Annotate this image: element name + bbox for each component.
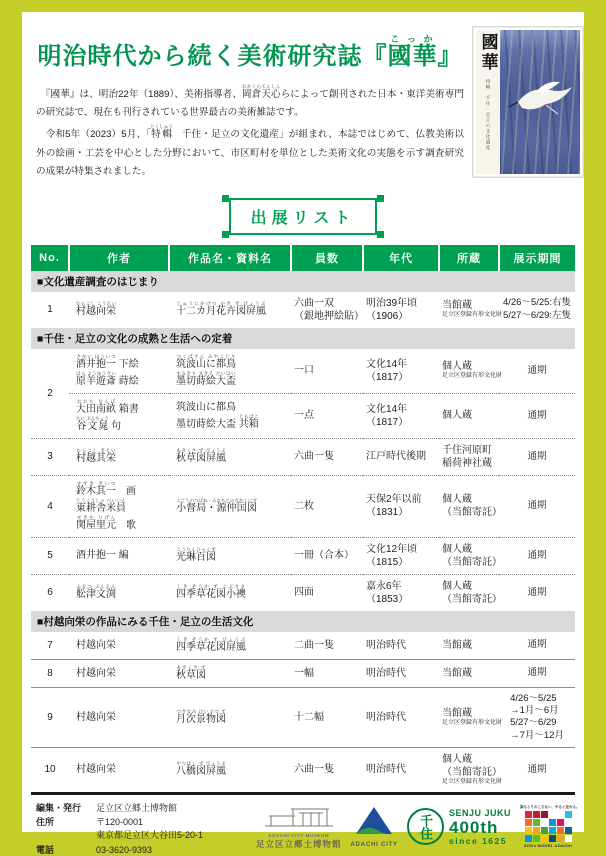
intro-text — [36, 84, 464, 182]
intro-paragraph-1: 『國華』は、明治22年（1889）、美術指導者、岡倉天心おかくらてんしんらによって創刊された日本・東洋美術専門の研究誌で、現在も刊行されている世界最古の美術雑誌です。 — [36, 83, 464, 118]
egret-bird-icon — [506, 78, 576, 122]
sdgs-square — [565, 819, 572, 826]
table-row — [31, 292, 575, 328]
cell-owner: 個人蔵 （当館寄託） — [439, 537, 499, 574]
sdgs-square — [549, 819, 556, 826]
address-value — [96, 816, 203, 841]
cell-period: 通期 — [499, 438, 575, 475]
badge-corner-icon — [222, 195, 229, 202]
cell-count: 四面 — [291, 574, 363, 611]
cell-count: 一冊（合本） — [291, 537, 363, 574]
page-title: 明治時代から続く美術研究誌『國華こっか』 — [37, 34, 463, 70]
cell-no: 1 — [47, 304, 53, 316]
cell-era: 明治時代 — [363, 748, 439, 794]
column-header-work: 作品名・資料名 — [169, 245, 291, 271]
cell-work: 筑波山に都鳥つくばさん みやこどり 墨切蒔絵大盃すみきり まきえ たいはい — [176, 353, 236, 387]
column-header-author: 作者 — [69, 245, 169, 271]
table-row — [31, 687, 575, 747]
cell-owner: 個人蔵 足立区登録有形文化財 — [442, 361, 503, 380]
cell-author: 鈴木其一すずき きいつ 画 東耕舎米員とうこうしゃ べいいん 関屋里元せきや りげん 歌 — [69, 475, 169, 537]
senju-line1: SENJU JUKU — [448, 807, 511, 818]
sdgs-square — [541, 819, 548, 826]
cell-owner: 個人蔵 （当館寄託） 足立区登録有形文化財 — [439, 748, 499, 794]
sdgs-square — [541, 811, 548, 818]
cover-title: 國華 — [478, 33, 498, 73]
cell-author: 酒井抱一 編 — [69, 537, 169, 574]
cell-era: 明治時代 — [363, 659, 439, 687]
badge-corner-icon — [222, 231, 229, 238]
sdgs-square — [557, 811, 564, 818]
postal-code: 〒120-0001 — [96, 817, 144, 828]
cell-period: 通期 — [499, 475, 575, 537]
cell-period: 通期 — [499, 748, 575, 794]
table-row — [31, 393, 575, 438]
badge-label: 出展リスト — [250, 209, 356, 227]
cell-count: 二枚 — [291, 475, 363, 537]
cell-no: 7 — [47, 639, 53, 651]
cover-artwork — [500, 30, 580, 174]
exhibit-table-body — [31, 271, 575, 794]
cell-no: 3 — [31, 438, 69, 475]
cell-era: 文化14年 （1817） — [366, 358, 409, 383]
cell-work: 八橋図屏風やつはし ず びょうぶ — [169, 748, 291, 794]
sdgs-square — [565, 811, 572, 818]
cell-work: 四季草花図小襖しき そうか ず こぶすま — [169, 574, 291, 611]
table-row — [31, 659, 575, 687]
exhibit-list-badge — [229, 198, 378, 235]
cell-no: 9 — [31, 687, 69, 747]
adachi-city-logo — [351, 806, 398, 848]
sdgs-square — [533, 827, 540, 834]
cell-owner: 個人蔵 （当館寄託） — [439, 574, 499, 611]
cell-count: 六曲一双 （銀地押絵貼） — [294, 297, 364, 322]
page-frame — [22, 12, 584, 855]
cell-author: 村越向栄むらこし こうえい — [76, 301, 116, 318]
cell-work: 筑波山に都鳥 墨切蒔絵大盃 共箱ともばこ — [169, 393, 291, 438]
sdgs-square — [533, 819, 540, 826]
exhibit-table-wrap — [31, 245, 575, 795]
cell-owner: 当館蔵 — [439, 659, 499, 687]
sdgs-square — [565, 827, 572, 834]
address-label: 住所 — [36, 817, 55, 828]
cell-period: 4/26～5/25:右隻 5/27～6/29:左隻 — [502, 297, 572, 321]
cell-count: 一口 — [294, 365, 314, 377]
column-header-era: 年代 — [363, 245, 439, 271]
cell-owner: 当館蔵 — [442, 639, 472, 651]
publisher-label: 編集・発行 — [36, 802, 82, 813]
cell-owner: 当館蔵 足立区登録有形文化財 — [442, 300, 503, 319]
sdgs-square — [549, 811, 556, 818]
cover-title-strip — [476, 30, 500, 174]
cell-era: 明治39年頃 （1906） — [366, 297, 418, 322]
table-header-row — [31, 245, 575, 271]
sdgs-square — [541, 835, 548, 842]
table-section-header: ■村越向栄の作品にみる千住・足立の生活文化 — [31, 611, 575, 632]
tel-value: 03-3620-9393 — [96, 844, 153, 855]
publisher-info — [36, 802, 203, 856]
sdgs-square — [557, 835, 564, 842]
table-row — [31, 438, 575, 475]
cell-era: 嘉永6年 （1853） — [363, 574, 439, 611]
table-row — [31, 475, 575, 537]
museum-building-icon — [263, 804, 335, 828]
sdgs-square — [525, 835, 532, 842]
table-row — [31, 632, 575, 660]
cell-era: 文化12年頃 （1815） — [363, 537, 439, 574]
table-row — [31, 748, 575, 794]
cell-count: 六曲一隻 — [291, 438, 363, 475]
table-section-header: ■文化遺産調査のはじまり — [31, 271, 575, 292]
senju-line2: 400th — [448, 817, 499, 837]
badge-corner-icon — [377, 195, 384, 202]
column-header-count: 員数 — [291, 245, 363, 271]
senju-seal-text: 千住 — [417, 813, 433, 840]
column-header-period: 展示期間 — [499, 245, 575, 271]
sdgs-grid-icon — [520, 811, 576, 842]
cell-period: 通期 — [499, 393, 575, 438]
sdgs-logo — [520, 805, 580, 849]
cell-author: 村越向栄 — [76, 639, 116, 651]
cell-no: 4 — [31, 475, 69, 537]
cell-no: 6 — [31, 574, 69, 611]
cell-owner: 個人蔵 （当館寄託） — [439, 475, 499, 537]
cell-era: 天保2年以前 （1831） — [363, 475, 439, 537]
cell-era: 明治時代 — [366, 639, 406, 651]
sdgs-square — [557, 819, 564, 826]
publisher-value: 足立区立郷土博物館 — [96, 802, 178, 813]
header-zone — [22, 12, 584, 184]
column-header-owner: 所蔵 — [439, 245, 499, 271]
cell-author: 酒井抱一さかい ほういつ 下絵 原羊遊斎はら ようゆうさい 蒔絵 — [76, 353, 139, 387]
cell-count: 二曲一隻 — [294, 639, 334, 651]
sdgs-square — [557, 827, 564, 834]
cell-no: 5 — [31, 537, 69, 574]
cell-period: 通期 — [499, 537, 575, 574]
cell-author: 村越向栄 — [69, 748, 169, 794]
sdgs-square — [525, 819, 532, 826]
cell-era: 明治時代 — [363, 687, 439, 747]
cell-owner: 当館蔵 足立区登録有形文化財 — [439, 687, 499, 747]
cell-work: 秋草図あきくさ ず — [169, 659, 291, 687]
sdgs-square — [533, 811, 540, 818]
cell-period: 4/26～5/25 →1月～6月 5/27～6/29 →7月～12月 — [499, 687, 575, 747]
cell-no: 8 — [31, 659, 69, 687]
cell-period: 通期 — [527, 639, 547, 651]
cell-no: 10 — [31, 748, 69, 794]
cell-era: 江戸時代後期 — [363, 438, 439, 475]
mountain-triangle-icon — [354, 806, 394, 836]
sdgs-square — [549, 835, 556, 842]
cell-owner: 千住河原町 稲荷神社蔵 — [439, 438, 499, 475]
sdgs-bottom-caption: SDGs MODEL ADACHI — [524, 843, 572, 849]
table-row — [31, 537, 575, 574]
table-section-header: ■千住・足立の文化の成熟と生活への定着 — [31, 328, 575, 349]
tel-label: 電話 — [36, 844, 55, 855]
cell-work: 十二カ月花卉図屏風じゅうにかげつ かき ず びょうぶ — [176, 301, 266, 318]
cell-period: 通期 — [499, 574, 575, 611]
cell-count: 六曲一隻 — [291, 748, 363, 794]
sdgs-top-caption: 誰もとりのこさない、やると変わる。 — [520, 805, 580, 810]
cell-author: 村越其栄むらこし きえい — [69, 438, 169, 475]
cell-count: 一幅 — [291, 659, 363, 687]
museum-caption-en: ADACHI CITY MUSEUM — [268, 832, 330, 838]
badge-corner-icon — [377, 231, 384, 238]
cover-caption: 特輯 千住・足立の文化遺産 — [486, 79, 491, 151]
cell-author: 舩津文渕ふなつ ぶんえん — [69, 574, 169, 611]
cell-owner: 個人蔵 — [439, 393, 499, 438]
senju-seal-icon — [407, 808, 444, 845]
footer — [36, 802, 580, 856]
exhibit-list-badge-wrap — [22, 198, 584, 235]
adachi-city-caption: ADACHI CITY — [350, 841, 398, 848]
museum-logo — [256, 804, 342, 850]
header-text-block — [36, 26, 472, 184]
cell-author: 村越向栄 — [69, 687, 169, 747]
senju-line3: since 1625 — [448, 835, 507, 846]
cell-count: 一点 — [291, 393, 363, 438]
street-address: 東京都足立区大谷田5-20-1 — [96, 829, 204, 840]
footer-logos — [256, 804, 580, 850]
cell-work: 小督局・源仲国図こごうのつぼね・みなもとのなかくにず — [169, 475, 291, 537]
senju-text-block — [449, 809, 511, 846]
sdgs-square — [549, 827, 556, 834]
cell-work: 光琳百図こうりんひゃくず — [169, 537, 291, 574]
column-header-no: No. — [31, 245, 69, 271]
cell-author: 大田南畝おおた なんぽ 箱書 谷文晁たに ぶんちょう 句 — [69, 393, 169, 438]
sdgs-square — [541, 827, 548, 834]
table-row — [31, 574, 575, 611]
cell-count: 十二幅 — [291, 687, 363, 747]
cell-work: 秋草図屏風あきくさ ず びょうぶ — [169, 438, 291, 475]
cell-period: 通期 — [499, 659, 575, 687]
sdgs-square — [525, 827, 532, 834]
cell-period: 通期 — [527, 364, 547, 376]
cell-no: 2 — [47, 387, 53, 399]
cell-work: 月次景物図つきなみ けいぶつ ず — [169, 687, 291, 747]
intro-paragraph-2: 令和5年（2023）5月、「特輯とくしゅう 千住・足立の文化遺産」が組まれ、本誌ではじめて、仏教美術以外の絵画・工芸を中心とした分野において、市区町村を単位とした美術文化の実態を示す調査研究の成果が特集されました。 — [36, 124, 464, 178]
magazine-cover — [472, 26, 584, 178]
sdgs-square — [533, 835, 540, 842]
cell-work: 四季草花図屏風しき そうか ず びょうぶ — [176, 636, 246, 653]
cell-author: 村越向栄 — [69, 659, 169, 687]
senju-juku-logo — [407, 808, 511, 845]
cell-era: 文化14年 （1817） — [363, 393, 439, 438]
museum-caption-ja: 足立区立郷土博物館 — [256, 838, 342, 849]
exhibit-table — [31, 245, 575, 795]
table-row — [31, 349, 575, 394]
sdgs-square — [525, 811, 532, 818]
sdgs-square — [565, 835, 572, 842]
